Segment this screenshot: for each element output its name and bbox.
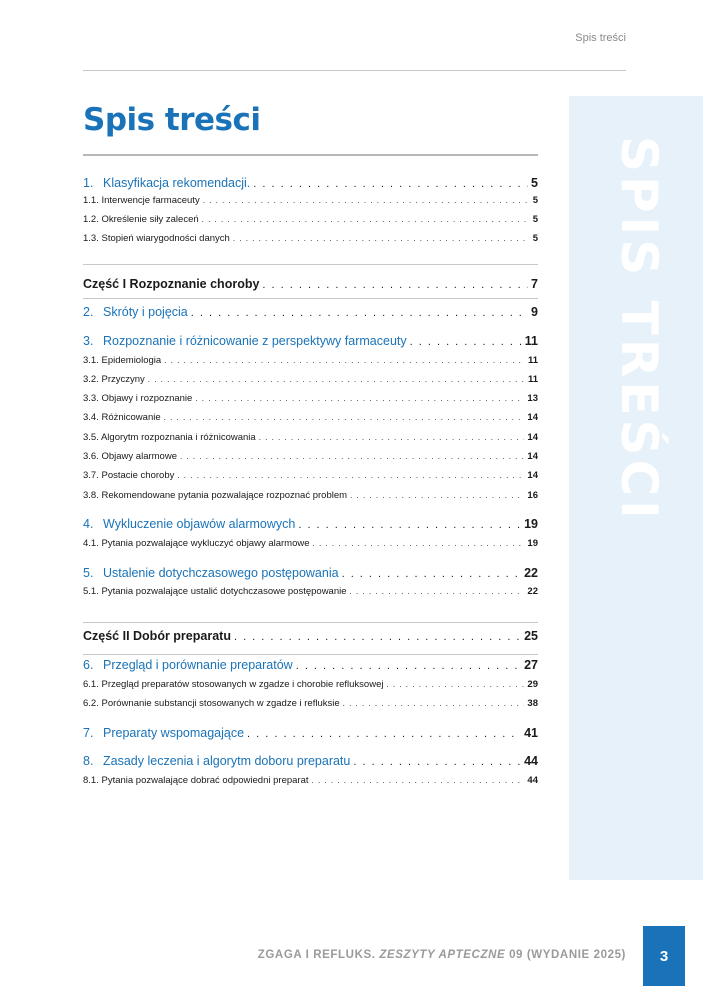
toc-chapter[interactable] — [83, 658, 538, 672]
section-separator — [83, 622, 538, 623]
toc-entry-number: 2. — [83, 305, 94, 319]
toc-entry-title — [83, 658, 293, 672]
toc-entry-text: Skróty i pojęcia — [103, 305, 188, 319]
toc-entry-title: 6.2. Porównanie substancji stosowanych w zgadze i refluksie — [83, 698, 340, 709]
toc-subsection[interactable] — [83, 195, 538, 206]
section-separator — [83, 264, 538, 265]
toc-entry-title: 5.1. Pytania pozwalające ustalić dotychczasowe postępowanie — [83, 586, 347, 597]
toc-entry-number: 5. — [83, 566, 94, 580]
toc-entry-title: 3.3. Objawy i rozpoznanie — [83, 393, 193, 404]
toc-page-number: 11 — [527, 374, 538, 385]
toc-page-number: 7 — [531, 277, 538, 291]
title-rule — [83, 154, 538, 156]
header-rule — [83, 70, 626, 71]
toc-subsection[interactable] — [83, 451, 538, 462]
side-band-text: SPIS TREŚCI — [610, 136, 668, 523]
toc-entry-text: Klasyfikacja rekomendacji. — [103, 176, 251, 190]
toc-entry-number: 8. — [83, 754, 94, 768]
toc-entry-title: 1.3. Stopień wiarygodności danych — [83, 233, 230, 244]
toc-entry-text: Ustalenie dotychczasowego postępowania — [103, 566, 339, 580]
toc-page-number: 22 — [524, 566, 538, 580]
running-head: Spis treści — [575, 32, 626, 44]
toc-chapter[interactable] — [83, 566, 538, 580]
toc-entry-title: 6.1. Przegląd preparatów stosowanych w zgadze i chorobie refluksowej — [83, 679, 384, 690]
toc-entry-title — [83, 176, 250, 190]
toc-page-number: 5 — [532, 195, 538, 206]
dot-leader — [342, 568, 522, 580]
toc-subsection[interactable] — [83, 355, 538, 366]
toc-subsection[interactable] — [83, 374, 538, 385]
toc-chapter[interactable] — [83, 305, 538, 319]
toc-entry-title: 3.6. Objawy alarmowe — [83, 451, 177, 462]
toc-entry-number: 4. — [83, 517, 94, 531]
toc-page-number: 14 — [527, 470, 538, 481]
toc-subsection[interactable] — [83, 490, 538, 501]
toc-entry-title: 3.7. Postacie choroby — [83, 470, 175, 481]
dot-leader — [234, 631, 521, 643]
toc-page-number: 29 — [527, 679, 538, 690]
toc-page-number: 11 — [527, 355, 538, 366]
dot-leader — [343, 699, 525, 708]
toc-subsection[interactable] — [83, 538, 538, 549]
toc-entry-title — [83, 566, 339, 580]
toc-page-number: 14 — [527, 432, 538, 443]
page-title: Spis treści — [83, 102, 261, 138]
footer-text: ZGAGA I REFLUKS. ZESZYTY APTECZNE 09 (WYDANIE 2025) — [257, 949, 626, 961]
dot-leader — [313, 539, 525, 548]
dot-leader — [350, 587, 525, 596]
toc-entry-text: Przegląd i porównanie preparatów — [103, 658, 293, 672]
dot-leader — [350, 491, 524, 500]
toc-page-number: 14 — [527, 451, 538, 462]
toc-entry-title: 8.1. Pytania pozwalające dobrać odpowiedni preparat — [83, 775, 309, 786]
toc-entry-title: Część I Rozpoznanie choroby — [83, 277, 260, 291]
toc-subsection[interactable] — [83, 393, 538, 404]
toc-page-number: 14 — [527, 412, 538, 423]
toc-page-number: 11 — [524, 334, 538, 348]
dot-leader — [262, 279, 528, 291]
dot-leader — [247, 728, 521, 740]
toc-chapter[interactable] — [83, 726, 538, 740]
dot-leader — [203, 196, 530, 205]
toc-page-number: 41 — [524, 726, 538, 740]
toc-page-number: 38 — [527, 698, 538, 709]
toc-subsection[interactable] — [83, 233, 538, 244]
toc-entry-title: 1.2. Określenie siły zaleceń — [83, 214, 199, 225]
dot-leader — [410, 336, 522, 348]
toc-entry-text: Zasady leczenia i algorytm doboru preparatu — [103, 754, 351, 768]
dot-leader — [259, 433, 525, 442]
toc-page-number: 25 — [524, 629, 538, 643]
toc-entry-title: 3.1. Epidemiologia — [83, 355, 162, 366]
toc-chapter[interactable] — [83, 334, 538, 348]
dot-leader — [253, 178, 528, 190]
toc-entry-number: 3. — [83, 334, 94, 348]
toc-entry-number: 7. — [83, 726, 94, 740]
toc-page-number: 22 — [527, 586, 538, 597]
toc-subsection[interactable] — [83, 214, 538, 225]
toc-subsection[interactable] — [83, 412, 538, 423]
toc-entry-title — [83, 305, 188, 319]
toc-page-number: 44 — [524, 754, 538, 768]
dot-leader — [195, 394, 524, 403]
toc-part[interactable] — [83, 277, 538, 291]
toc-entry-title: 3.2. Przyczyny — [83, 374, 145, 385]
dot-leader — [312, 776, 525, 785]
dot-leader — [386, 680, 524, 689]
page-number: 3 — [643, 926, 685, 986]
toc-entry-title: 3.8. Rekomendowane pytania pozwalające rozpoznać problem — [83, 490, 348, 501]
toc-entry-title: 3.4. Różnicowanie — [83, 412, 161, 423]
toc-page-number: 27 — [524, 658, 538, 672]
toc-subsection[interactable] — [83, 470, 538, 481]
dot-leader — [164, 356, 525, 365]
toc-page-number: 19 — [527, 538, 538, 549]
toc-page-number: 9 — [531, 305, 538, 319]
dot-leader — [177, 471, 524, 480]
toc-page-number: 44 — [527, 775, 538, 786]
toc-entry-title — [83, 726, 244, 740]
toc-chapter[interactable] — [83, 754, 538, 768]
toc-entry-title — [83, 754, 350, 768]
toc-entry-title: Część II Dobór preparatu — [83, 629, 231, 643]
toc-chapter[interactable] — [83, 176, 538, 190]
toc-chapter[interactable] — [83, 517, 538, 531]
toc-page-number: 5 — [532, 233, 538, 244]
dot-leader — [191, 307, 528, 319]
toc-entry-text: Preparaty wspomagające — [103, 726, 245, 740]
toc-entry-text: Rozpoznanie i różnicowanie z perspektywy farmaceuty — [103, 334, 407, 348]
toc-entry-number: 1. — [83, 176, 94, 190]
dot-leader — [298, 519, 521, 531]
toc-page-number: 5 — [532, 214, 538, 225]
section-separator — [83, 654, 538, 655]
toc-entry-title — [83, 517, 295, 531]
toc-page-number: 5 — [531, 176, 538, 190]
toc-subsection[interactable] — [83, 586, 538, 597]
toc-subsection[interactable] — [83, 775, 538, 786]
toc-page-number: 16 — [527, 490, 538, 501]
dot-leader — [202, 215, 530, 224]
toc-entry-text: Wykluczenie objawów alarmowych — [103, 517, 296, 531]
dot-leader — [164, 413, 525, 422]
section-separator — [83, 298, 538, 299]
dot-leader — [180, 452, 524, 461]
toc-page-number: 19 — [524, 517, 538, 531]
toc-entry-number: 6. — [83, 658, 94, 672]
toc-entry-title: 1.1. Interwencje farmaceuty — [83, 195, 200, 206]
dot-leader — [148, 375, 525, 384]
dot-leader — [296, 660, 521, 672]
dot-leader — [353, 756, 521, 768]
toc-subsection[interactable] — [83, 432, 538, 443]
toc-entry-title: 3.5. Algorytm rozpoznania i różnicowania — [83, 432, 256, 443]
toc-entry-title — [83, 334, 407, 348]
toc-part[interactable] — [83, 629, 538, 643]
toc-entry-title: 4.1. Pytania pozwalające wykluczyć objawy alarmowe — [83, 538, 310, 549]
toc-subsection[interactable] — [83, 679, 538, 690]
toc-page-number: 13 — [527, 393, 538, 404]
toc-subsection[interactable] — [83, 698, 538, 709]
dot-leader — [233, 234, 530, 243]
